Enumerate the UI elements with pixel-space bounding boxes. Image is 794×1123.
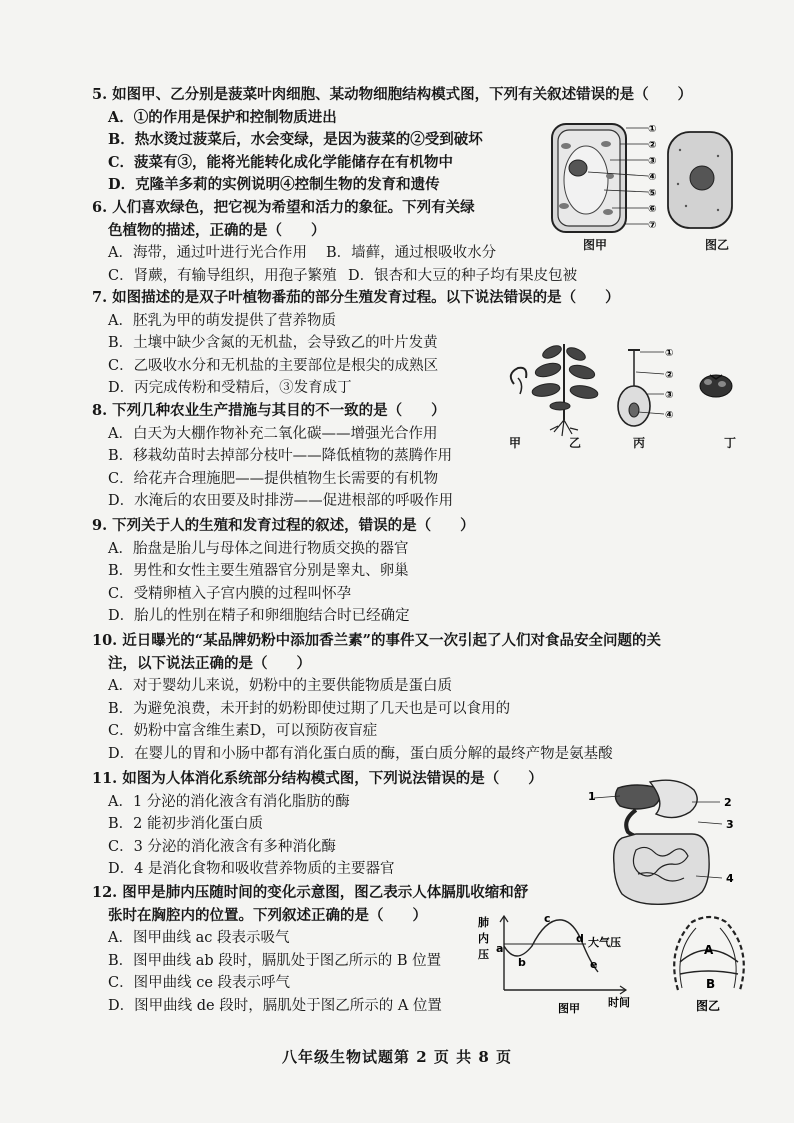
question-8: [92, 400, 453, 513]
diaphragm-label-b: B: [706, 977, 716, 991]
plant-cell-label-6: ⑥: [648, 204, 657, 215]
question-5-option-d: D．克隆羊多莉的实例说明④控制生物的发育和遗传: [108, 176, 440, 193]
question-11-option-d: D．4 是消化食物和吸收营养物质的主要器官: [108, 861, 395, 877]
fruit-caption: 丁: [724, 436, 737, 450]
question-10-option-a: A．对于婴幼儿来说，奶粉中的主要供能物质是蛋白质: [108, 678, 452, 694]
plant-cell-label-7: ⑦: [648, 220, 657, 231]
question-6-option-a: A．海带，通过叶进行光合作用: [108, 245, 307, 261]
question-10-stem-cont: 注，以下说法正确的是（ ）: [108, 654, 311, 672]
animal-cell-diagram: [668, 132, 732, 228]
digestive-label-3: 3: [726, 818, 734, 831]
question-9: [92, 515, 475, 628]
lung-pressure-graph: [474, 910, 650, 1026]
point-label-a: a: [496, 942, 504, 955]
plant-cell-label-4: ④: [648, 172, 657, 183]
question-11-option-b: B．2 能初步消化蛋白质: [108, 816, 263, 832]
question-5-stem: 5. 如图甲、乙分别是菠菜叶肉细胞、某动物细胞结构模式图，下列有关叙述错误的是（ ）: [92, 86, 693, 103]
question-6-option-d: D．银杏和大豆的种子均有果皮包被: [348, 267, 578, 284]
question-7-stem: 7. 如图描述的是双子叶植物番茄的部分生殖发育过程。以下说法错误的是（ ）: [92, 289, 620, 306]
question-8-option-d: D．水淹后的农田要及时排涝——促进根部的呼吸作用: [108, 493, 454, 509]
tomato-development-figure: [500, 330, 760, 440]
pistil-label-2: ②: [665, 370, 674, 381]
question-6-stem: 6. 人们喜欢绿色，把它视为希望和活力的象征。下列有关绿: [92, 199, 475, 216]
tomato-plant-diagram: [531, 343, 599, 436]
question-12: [92, 882, 528, 1017]
point-label-b: b: [518, 956, 526, 969]
question-11: [92, 768, 543, 881]
plant-cell-label-5: ⑤: [648, 188, 657, 199]
point-label-c: c: [544, 912, 551, 925]
question-11-option-c: C．3 分泌的消化液含有多种消化酶: [108, 838, 336, 855]
digestive-system-diagram: [594, 780, 722, 904]
graph-caption: 图甲: [558, 1002, 580, 1015]
question-8-stem: 8. 下列几种农业生产措施与其目的不一致的是（ ）: [92, 402, 446, 419]
question-9-option-a: A．胎盘是胎儿与母体之间进行物质交换的器官: [108, 540, 409, 557]
question-8-option-c: C．给花卉合理施肥——提供植物生长需要的有机物: [108, 470, 439, 487]
graph-ylabel-1: 肺: [478, 916, 489, 929]
question-11-option-a: A．1 分泌的消化液含有消化脂肪的酶: [108, 793, 350, 810]
digestive-label-2: 2: [724, 796, 732, 809]
seed-diagram: [511, 368, 527, 394]
question-6: [92, 197, 577, 287]
point-label-d: d: [576, 932, 584, 945]
pistil-label-1: ①: [665, 348, 674, 359]
question-5-option-b: B．热水烫过菠菜后，水会变绿，是因为菠菜的②受到破坏: [108, 131, 483, 148]
diaphragm-figure: [662, 912, 758, 1022]
question-5-option-c: C．菠菜有③，能将光能转化成化学能储存在有机物中: [108, 153, 454, 171]
flower-caption: 丙: [633, 436, 646, 450]
seed-caption: 甲: [509, 436, 522, 450]
question-6-option-c: C．肾蕨，有输导组织，用孢子繁殖: [108, 267, 337, 284]
diaphragm-position-b: [680, 971, 738, 974]
question-7-option-a: A．胚乳为甲的萌发提供了营养物质: [108, 312, 336, 329]
question-10-option-b: B．为避免浪费，未开封的奶粉即使过期了几天也是可以食用的: [108, 700, 511, 717]
flower-pistil-diagram: [618, 350, 664, 426]
question-9-stem: 9. 下列关于人的生殖和发育过程的叙述，错误的是（ ）: [92, 517, 475, 534]
question-8-option-b: B．移栽幼苗时去掉部分枝叶——降低植物的蒸腾作用: [108, 448, 453, 464]
digestive-label-1: 1: [588, 790, 596, 803]
question-12-stem-cont: 张时在胸腔内的位置。下列叙述正确的是（ ）: [108, 906, 427, 924]
question-8-option-a: A．白天为大棚作物补充二氧化碳——增强光合作用: [108, 425, 438, 442]
atm-pressure-label: 大气压: [588, 936, 621, 949]
point-label-e: e: [590, 958, 598, 971]
tomato-fruit-diagram: [700, 375, 732, 397]
animal-cell-caption: 图乙: [705, 238, 730, 252]
question-12-option-a: A．图甲曲线 ac 段表示吸气: [108, 930, 290, 946]
question-9-option-c: C．受精卵植入子宫内膜的过程叫怀孕: [108, 585, 352, 602]
question-5-option-a: A．①的作用是保护和控制物质进出: [108, 108, 337, 126]
plant-cell-label-2: ②: [648, 140, 657, 151]
pistil-label-3: ③: [665, 390, 674, 401]
question-11-stem: 11. 如图为人体消化系统部分结构模式图，下列说法错误的是（ ）: [92, 770, 543, 787]
graph-xlabel: 时间: [608, 996, 630, 1009]
digestive-system-figure: [588, 776, 748, 920]
plant-cell-label-1: ①: [648, 124, 657, 135]
question-12-option-c: C．图甲曲线 ce 段表示呼气: [108, 975, 291, 991]
page-footer: 八年级生物试题第 2 页 共 8 页: [282, 1048, 512, 1066]
question-12-stem: 12. 图甲是肺内压随时间的变化示意图，图乙表示人体膈肌收缩和舒: [92, 884, 529, 901]
pistil-label-4: ④: [665, 410, 674, 421]
diaphragm-caption: 图乙: [696, 999, 721, 1013]
question-12-option-d: D．图甲曲线 de 段时，膈肌处于图乙所示的 A 位置: [108, 997, 442, 1014]
question-9-option-b: B．男性和女性主要生殖器官分别是睾丸、卵巢: [108, 563, 409, 579]
question-12-option-b: B．图甲曲线 ab 段时，膈肌处于图乙所示的 B 位置: [108, 952, 442, 969]
question-6-stem-cont: 色植物的描述，正确的是（ ）: [108, 221, 326, 239]
question-7-option-c: C．乙吸收水分和无机盐的主要部位是根尖的成熟区: [108, 357, 439, 374]
question-10-option-c: C．奶粉中富含维生素D，可以预防夜盲症: [108, 723, 378, 739]
question-10-stem: 10. 近日曝光的“某品牌奶粉中添加香兰素”的事件又一次引起了人们对食品安全问题的关: [92, 632, 661, 649]
graph-ylabel-3: 压: [478, 948, 489, 961]
question-9-option-d: D．胎儿的性别在精子和卵细胞结合时已经确定: [108, 608, 410, 624]
plant-cell-caption: 图甲: [583, 238, 608, 252]
digestive-label-4: 4: [726, 872, 734, 885]
question-7-option-d: D．丙完成传粉和受精后，③发育成丁: [108, 380, 352, 396]
question-7-option-b: B．土壤中缺少含氮的无机盐，会导致乙的叶片发黄: [108, 335, 438, 351]
graph-ylabel-2: 内: [478, 932, 489, 945]
question-10-option-d: D．在婴儿的胃和小肠中都有消化蛋白质的酶，蛋白质分解的最终产物是氨基酸: [108, 745, 613, 762]
diaphragm-label-a: A: [704, 943, 714, 957]
plant-cell-label-3: ③: [648, 156, 657, 167]
question-6-option-b: B．墙藓，通过根吸收水分: [326, 245, 497, 261]
question-10: [92, 630, 661, 765]
plant-caption: 乙: [569, 436, 582, 450]
